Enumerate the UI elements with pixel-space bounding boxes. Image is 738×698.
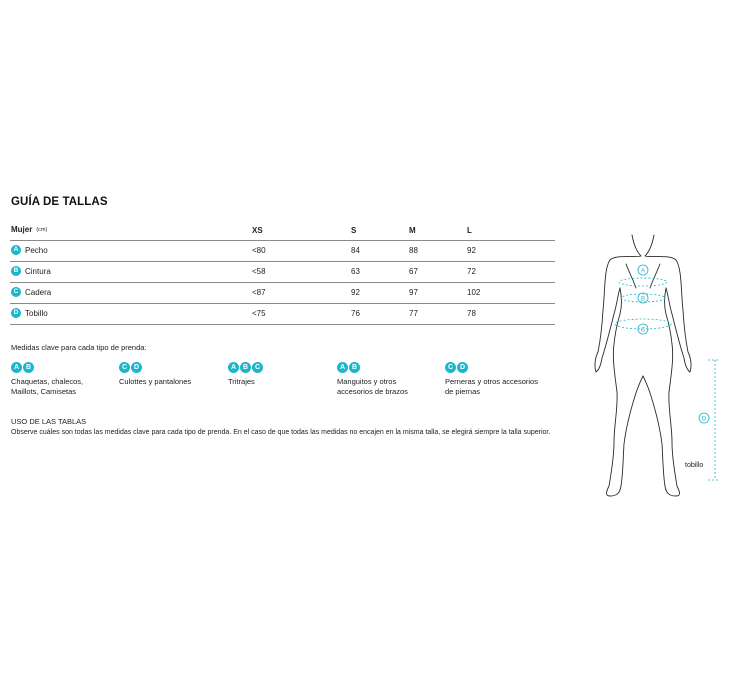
header-size-l: L [467,226,472,235]
cell-xs: <58 [252,267,266,276]
cell-m: 77 [409,309,418,318]
garment-group [119,362,191,387]
badge-c-icon: C [119,362,130,373]
garment-label: Chaquetas, chalecos, [11,377,84,386]
header-size-m: M [409,226,416,235]
cell-xs: <80 [252,246,266,255]
row-label: A Pecho [11,245,48,255]
header-size-s: S [351,226,357,235]
cell-m: 97 [409,288,418,297]
garment-group [11,362,83,397]
garment-label: Manguitos y otros [337,377,397,386]
cell-xs: <75 [252,309,266,318]
uso-text: Observe cuáles son todas las medidas clave para cada tipo de prenda. En el caso de que todas las medidas no encajen en la misma talla, se elegirá siempre la talla superior. [11,429,551,436]
cell-m: 67 [409,267,418,276]
badge-a-icon: A [11,362,22,373]
marker-a: A [640,268,646,275]
header-mujer: Mujer (cm) [11,225,48,234]
badge-d-icon: D [131,362,142,373]
size-table [10,221,555,325]
badge-c-icon: C [252,362,263,373]
badge-a-icon: A [11,245,21,255]
cell-s: 76 [351,309,360,318]
page-title: GUÍA DE TALLAS [11,196,108,208]
badge-b-icon: B [240,362,251,373]
table-row [10,283,555,304]
garment-label: Culottes y pantalones [119,377,192,386]
garment-group [337,362,408,397]
badge-d-icon: D [11,308,21,318]
garment-group [228,362,263,387]
badge-c-icon: C [445,362,456,373]
garment-label: Perneras y otros accesorios [445,377,538,386]
cell-m: 88 [409,246,418,255]
cell-s: 92 [351,288,360,297]
marker-d: D [701,416,707,423]
badge-a-icon: A [228,362,239,373]
row-label: C Cadera [11,287,51,297]
cell-l: 78 [467,309,476,318]
garment-label: Tritrajes [228,377,255,386]
garment-group [445,362,538,397]
table-header-row [10,221,555,241]
cell-l: 72 [467,267,476,276]
badge-c-icon: C [11,287,21,297]
header-size-xs: XS [252,226,263,235]
table-row [10,262,555,283]
uso-title: USO DE LAS TABLAS [11,417,87,426]
cell-xs: <87 [252,288,266,297]
row-label: D Tobillo [11,308,48,318]
badge-d-icon: D [457,362,468,373]
cell-l: 92 [467,246,476,255]
cell-l: 102 [467,288,481,297]
body-figure-illustration [590,230,730,502]
cell-s: 63 [351,267,360,276]
badge-b-icon: B [349,362,360,373]
badge-a-icon: A [337,362,348,373]
garment-label: accesorios de brazos [337,387,408,396]
ankle-label: tobillo [685,462,704,469]
cell-s: 84 [351,246,360,255]
row-label: B Cintura [11,266,51,276]
table-row [10,241,555,262]
badge-b-icon: B [23,362,34,373]
marker-c: C [640,327,646,334]
figure-markers [638,265,709,423]
garment-label: de piernas [445,387,481,396]
marker-b: B [640,296,646,303]
table-row [10,304,555,325]
garment-label: Maillots, Camisetas [11,387,77,396]
badge-b-icon: B [11,266,21,276]
key-intro: Medidas clave para cada tipo de prenda: [11,343,147,352]
